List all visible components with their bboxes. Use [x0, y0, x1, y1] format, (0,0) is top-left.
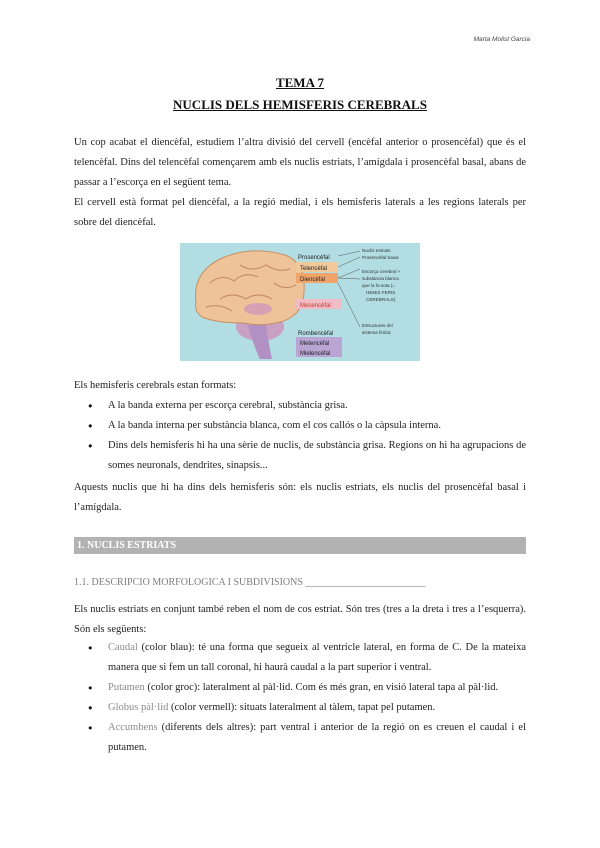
- note-3-line-2: sistema límbic: [362, 330, 392, 335]
- list-item: [88, 698, 526, 718]
- nuclei-summary: Aquests nuclis que hi ha dins dels hemisferis són: els nuclis estriats, els nuclis del prosencèfal basal i l’amígdala.: [74, 482, 526, 513]
- connector-lines: [338, 251, 360, 327]
- subsection-rule: ________________________: [305, 577, 426, 588]
- striatum-list: [88, 638, 526, 758]
- note-1-line-2: Prosencèfal basal: [362, 255, 399, 260]
- note-2-line-2: substància blanca: [362, 276, 399, 281]
- note-1-line-1: Nuclis estriats: [362, 248, 391, 253]
- hemispheres-lead: Els hemisferis cerebrals estan formats:: [74, 380, 237, 391]
- list-item: ● A la banda interna per substància blanca, com el cos callós o la càpsula interna.: [88, 416, 526, 436]
- intro-paragraph-1: Un cop acabat el diencèfal, estudiem l’altra divisió del cervell (encèfal anterior o prosencèfal) que és el telencèfal. Dins del telencèfal començarem amb els nuclis estriats, l’amígdala i prosencèfal basal, abans de passar a l’escorça en el següent tema.: [74, 137, 526, 188]
- brain-diagram: [180, 243, 420, 361]
- list-item: ● A la banda externa per escorça cerebral, substància grisa.: [88, 396, 526, 416]
- term-description: (color blau): té una forma que segueix al ventricle lateral, en forma de C. De la mateixa manera que si fem un tall coronal, hi haurà caudal a la part superior i ventral.: [108, 642, 526, 673]
- label-telencefal: Telencèfal: [300, 266, 328, 272]
- label-metencefal: Metencèfal: [300, 341, 330, 347]
- label-mesencefal: Mesencèfal: [300, 303, 331, 309]
- hemispheres-list: [88, 396, 526, 476]
- list-item: [88, 678, 526, 698]
- term-accumbens: Accumbens: [108, 722, 158, 733]
- term-caudal: Caudal: [108, 642, 138, 653]
- label-prosencefal: Prosencèfal: [298, 255, 330, 261]
- section-heading: 1. NUCLIS ESTRIATS: [74, 537, 526, 554]
- list-item: ● Dins dels hemisferis hi ha una sèrie de nuclis, de substància grisa. Regions on hi ha agrupacions de somes neuronals, dendrites, sinapsis...: [88, 436, 526, 476]
- term-globus-pallid: Globus pàl·lid: [108, 702, 169, 713]
- page-subtitle: NUCLIS DELS HEMISFERIS CEREBRALS: [173, 97, 427, 112]
- list-item: [88, 718, 526, 758]
- label-diencefal: Diencèfal: [300, 277, 326, 283]
- term-description: (color vermell): situats lateralment al tàlem, tapat pel putamen.: [168, 702, 436, 713]
- label-mielencefal: Mielencèfal: [300, 351, 331, 357]
- author-name: Marta Molist Garcia: [473, 36, 530, 43]
- list-item: [88, 638, 526, 678]
- term-description: (color groc): lateralment al pàl·lid. Com és més gran, en visió lateral tapa al pàl·lid.: [144, 682, 499, 693]
- label-rombencefal: Rombencèfal: [298, 331, 334, 337]
- note-3-line-1: Estructures del: [362, 323, 393, 328]
- subsection-title: 1.1. DESCRIPCIÓ MORFOLÒGICA I SUBDIVISIONS: [74, 577, 303, 588]
- brain-illustration: [180, 243, 420, 361]
- note-2-line-3: que la fa sota (=: [362, 283, 396, 288]
- striatum-intro: Els nuclis estriats en conjunt també reben el nom de cos estriat. Són tres (tres a la dreta i tres a l’esquerra). Són els següents:: [74, 604, 526, 635]
- note-2-line-4: HEMIS FERIS: [366, 290, 396, 295]
- note-2-line-1: Escorça cerebral +: [362, 269, 401, 274]
- term-description: (diferents dels altres): part ventral i anterior de la regió on es creuen el caudal i el putamen.: [108, 722, 526, 753]
- term-putamen: Putamen: [108, 682, 145, 693]
- subsection-heading: [74, 577, 526, 588]
- intro-paragraph-2: El cervell està format pel diencèfal, a la regió medial, i els hemisferis laterals a les regions laterals per sobre del diencèfal.: [74, 197, 526, 228]
- diencephalon-shape: [244, 303, 272, 315]
- note-2-line-5: CEREBRALS): [366, 297, 396, 302]
- page-title: TEMA 7: [275, 75, 325, 90]
